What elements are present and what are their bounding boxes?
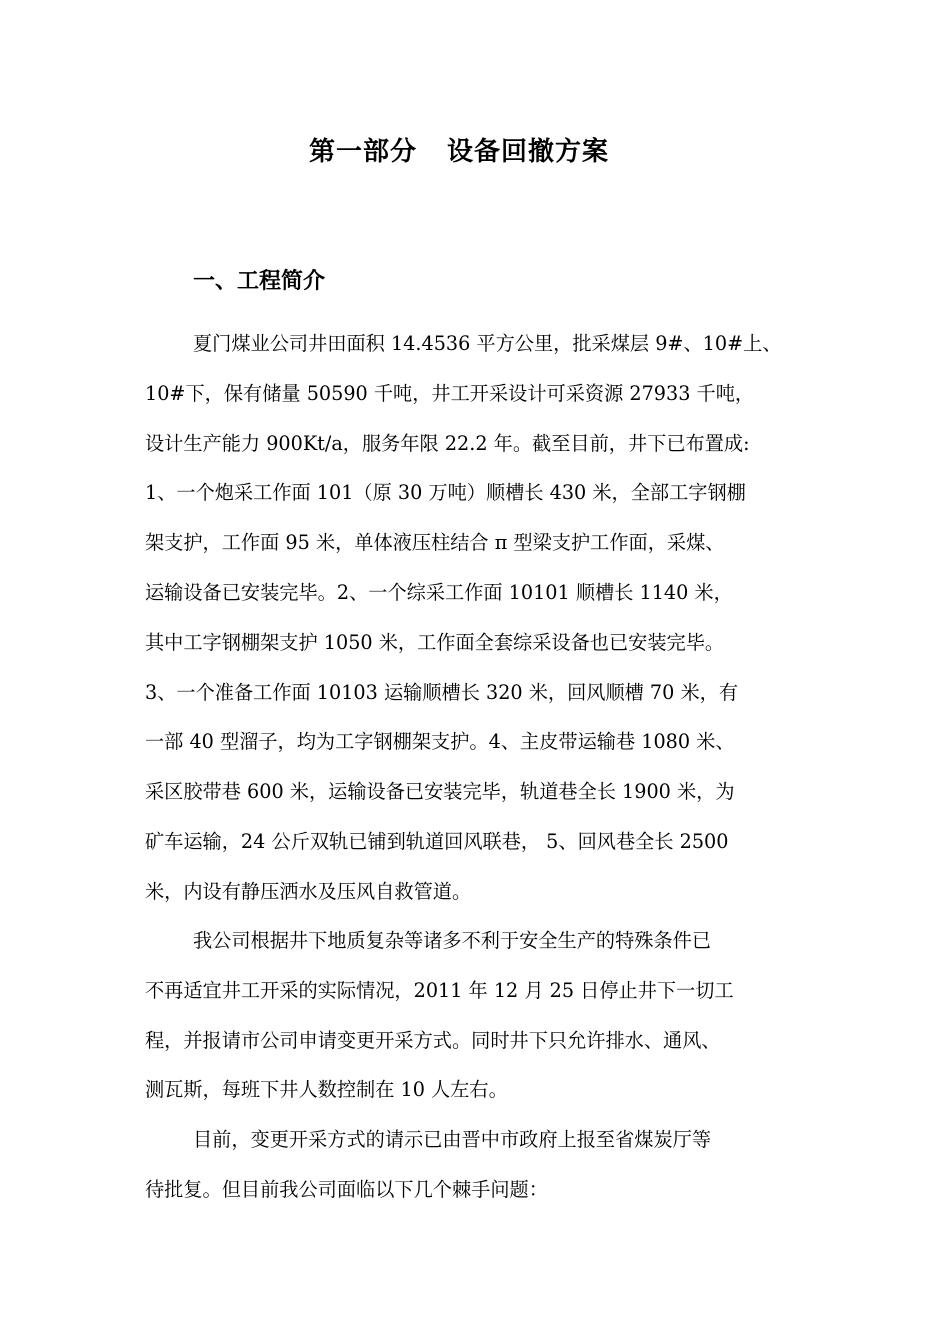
- title-part: 第一部分: [308, 137, 417, 167]
- paragraph-line: 1、一个炮采工作面 101（原 30 万吨）顺槽长 430 米，全部工字钢棚: [145, 481, 746, 505]
- paragraph-line: 目前，变更开采方式的请示已由晋中市政府上报至省煤炭厅等: [193, 1128, 712, 1151]
- paragraph-line: 测瓦斯，每班下井人数控制在 10 人左右。: [145, 1078, 508, 1102]
- paragraph-line: 运输设备已安装完毕。2、一个综采工作面 10101 顺槽长 1140 米，: [145, 580, 733, 604]
- page-title: [0, 128, 918, 176]
- paragraph-project-overview: [145, 319, 835, 917]
- paragraph-line: 我公司根据井下地质复杂等诸多不利于安全生产的特殊条件已: [193, 929, 712, 952]
- paragraph-line: 米，内设有静压洒水及压风自救管道。: [145, 879, 472, 903]
- paragraph-line: 待批复。但目前我公司面临以下几个棘手问题：: [145, 1177, 548, 1201]
- paragraph-line: 夏门煤业公司井田面积 14.4536 平方公里，批采煤层 9#、10#上、: [193, 332, 782, 355]
- paragraph-line: 矿车运输，24 公斤双轨已铺到轨道回风联巷， 5、回风巷全长 2500: [145, 829, 729, 853]
- paragraph-line: 3、一个准备工作面 10103 运输顺槽长 320 米，回风顺槽 70 米，有: [145, 680, 739, 704]
- section-heading: 一、工程简介: [193, 268, 326, 294]
- paragraph-line: 不再适宜井工开采的实际情况，2011 年 12 月 25 日停止井下一切工: [145, 978, 734, 1002]
- title-text: 设备回撤方案: [447, 137, 610, 167]
- paragraph-line: 设计生产能力 900Kt/a，服务年限 22.2 年。截至目前，井下已布置成:: [145, 431, 750, 455]
- paragraph-line: 10#下，保有储量 50590 千吨，井工开采设计可采资源 27933 千吨，: [145, 381, 755, 405]
- paragraph-line: 架支护，工作面 95 米，单体液压柱结合 π 型梁支护工作面，采煤、: [145, 531, 725, 555]
- paragraph-line: 程，并报请市公司申请变更开采方式。同时井下只允许排水、通风、: [145, 1028, 721, 1052]
- paragraph-current-status: [145, 1115, 835, 1215]
- paragraph-suspension: [145, 916, 835, 1115]
- paragraph-line: 其中工字钢棚架支护 1050 米，工作面全套综采设备也已安装完毕。: [145, 630, 725, 654]
- paragraph-line: 一部 40 型溜子，均为工字钢棚架支护。4、主皮带运输巷 1080 米、: [145, 730, 735, 754]
- paragraph-line: 采区胶带巷 600 米，运输设备已安装完毕，轨道巷全长 1900 米，为: [145, 780, 735, 804]
